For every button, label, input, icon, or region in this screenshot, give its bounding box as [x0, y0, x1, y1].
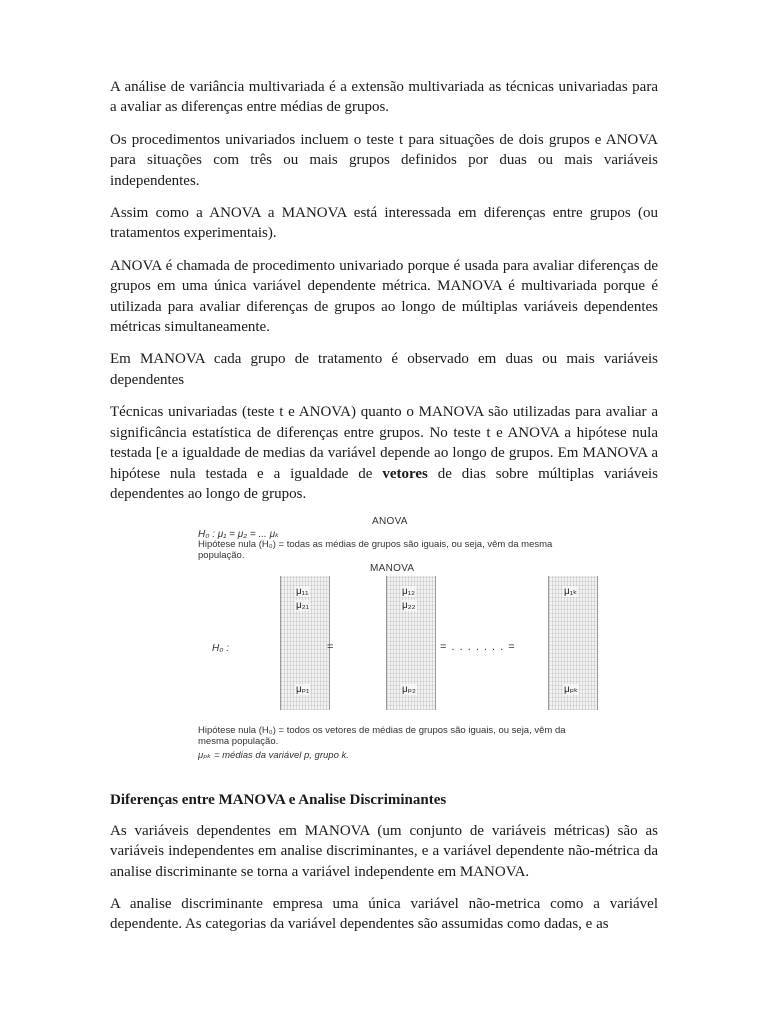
paragraph-intro: A análise de variância multivariada é a extensão multivariada as técnicas univariadas para a avaliar as diferenças entre médias de grupos.	[110, 79, 658, 116]
figure-anova-title: ANOVA	[372, 516, 408, 528]
paragraph-null-hypothesis-end: de dias sobre múltiplas variáveis dependentes ao longo de grupos.	[110, 465, 658, 502]
paragraph-anova-manova-interest: Assim como a ANOVA a MANOVA está interessada em diferenças entre grupos (ou tratamentos experimentais).	[110, 205, 658, 242]
paragraph-discriminant-analysis: A analise discriminante empresa uma única variável não-metrica como a variável dependente. As categorias da variável dependentes são assumidas como dadas, e as	[110, 895, 658, 933]
vector-cell: μₚₖ	[564, 684, 579, 696]
vector-cell: μₚ₁	[296, 684, 310, 696]
mean-vector-group-1	[280, 576, 330, 710]
vector-cell: μₚ₂	[402, 684, 416, 696]
paragraph-null-hypothesis-bold: vetores	[382, 465, 428, 482]
vector-cell: μ₁₁	[296, 586, 309, 598]
figure-anova-h0: H₀ : μ₁ = μ₂ = ... μₖ	[198, 529, 280, 541]
figure-manova-title: MANOVA	[370, 563, 415, 575]
mean-vector-group-k	[548, 576, 598, 710]
document-page	[110, 77, 658, 947]
figure-manova-h0-description: Hipótese nula (H₀) = todos os vetores de médias de grupos são iguais, ou seja, vêm da mesma população.	[198, 725, 566, 747]
vector-cell: μ₂₁	[296, 600, 310, 612]
figure-equals-sign: =	[327, 641, 334, 654]
section-heading: Diferenças entre MANOVA e Analise Discriminantes	[110, 792, 447, 809]
figure-manova-h0-label: H₀ :	[212, 643, 229, 655]
paragraph-dependent-variables: As variáveis dependentes em MANOVA (um conjunto de variáveis métricas) são as variáveis independentes em analise discriminantes, e a variável dependente não-métrica da analise discriminante se torna a variável independente em MANOVA.	[110, 822, 658, 880]
vector-cell: μ₁₂	[402, 586, 416, 598]
figure-equals-dots: = . . . . . . . =	[440, 641, 516, 654]
vector-cell: μ₁ₖ	[564, 586, 578, 598]
vector-cell: μ₂₂	[402, 600, 416, 612]
figure-legend: μₚₖ = médias da variável p, grupo k.	[198, 750, 349, 762]
paragraph-null-hypothesis	[110, 402, 658, 504]
paragraph-null-hypothesis-start: Técnicas univariadas (teste t e ANOVA) quanto o MANOVA são utilizadas para avaliar a significância estatística de diferenças entre grupos. No teste t e ANOVA a hipótese nula testada [e a igualdade de medias da variável depende ao longo de grupos. Em MANOVA a hipótese nula testada e a igualdade de	[110, 404, 658, 482]
paragraph-anova-definition: ANOVA é chamada de procedimento univariado porque é usada para avaliar diferenças de grupos em uma única variável dependente métrica. MANOVA é multivariada porque é utilizada para avaliar diferenças de grupos ao longo de múltiplas variáveis dependentes métricas simultaneamente.	[110, 257, 658, 336]
mean-vector-group-2	[386, 576, 436, 710]
figure-anova-h0-description: Hipótese nula (H₀) = todas as médias de grupos são iguais, ou seja, vêm da mesma população.	[198, 539, 553, 561]
paragraph-univariate-procedures: Os procedimentos univariados incluem o teste t para situações de dois grupos e ANOVA para situações com três ou mais grupos definidos por duas ou mais variáveis independentes.	[110, 131, 658, 189]
anova-manova-figure	[192, 516, 612, 772]
paragraph-manova-groups: Em MANOVA cada grupo de tratamento é observado em duas ou mais variáveis dependentes	[110, 351, 658, 388]
